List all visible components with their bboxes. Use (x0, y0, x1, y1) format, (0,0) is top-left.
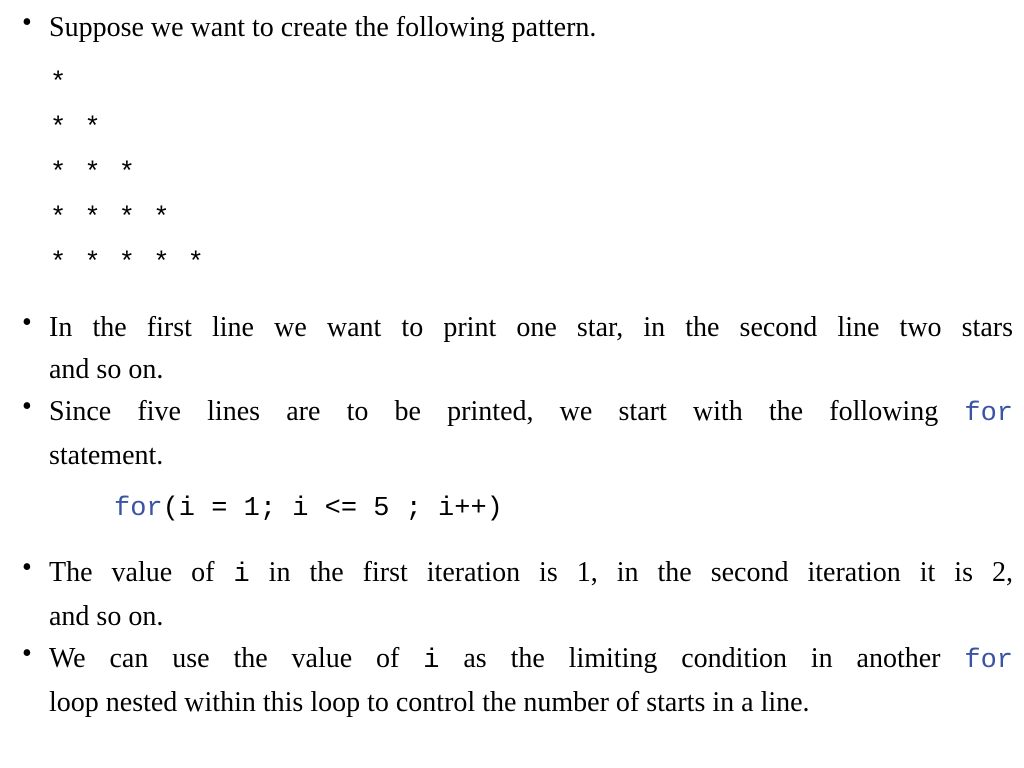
bullet-5-line-1-pre: We can use the value of (49, 643, 424, 674)
bullet-3-text (49, 391, 1013, 477)
inline-code-i: i (233, 560, 250, 590)
for-keyword: for (964, 399, 1013, 429)
bullet-dot: • (22, 552, 32, 583)
bullet-4-line-2: and so on. (49, 601, 164, 632)
bullet-1-line: Suppose we want to create the following pattern. (49, 12, 597, 43)
bullet-dot: • (22, 307, 32, 338)
code-line (114, 494, 503, 524)
star-pattern (50, 62, 205, 287)
star-row-1: * (50, 69, 68, 99)
bullet-2-line-1: In the first line we want to print one star, in the second line two stars (49, 312, 1013, 343)
bullet-5-text (49, 638, 1013, 724)
bullet-4-line-1 (49, 552, 1013, 596)
bullet-4-line-1-pre: The value of (49, 557, 234, 588)
bullet-5-line-1-post: as the limiting condition in another (439, 643, 965, 674)
for-keyword: for (114, 494, 163, 524)
bullet-dot: • (22, 7, 32, 38)
bullet-4-line-1-post: in the first iteration is 1, in the second iteration it is 2, (249, 557, 1013, 588)
star-row-2: * * (50, 114, 102, 144)
bullet-dot: • (22, 638, 32, 669)
star-row-4: * * * * (50, 204, 171, 234)
inline-code-i: i (423, 646, 440, 676)
code-rest: (i = 1; i <= 5 ; i++) (162, 494, 503, 524)
bullet-1-text (49, 7, 1013, 49)
star-row-3: * * * (50, 159, 137, 189)
bullet-4-text (49, 552, 1013, 638)
bullet-3-line-1 (49, 391, 1013, 435)
bullet-dot: • (22, 391, 32, 422)
bullet-2-line-2: and so on. (49, 354, 164, 385)
bullet-5-line-2: loop nested within this loop to control the number of starts in a line. (49, 687, 810, 718)
for-keyword: for (964, 646, 1013, 676)
bullet-2-text (49, 307, 1013, 391)
bullet-3-line-1-text: Since five lines are to be printed, we start with the following (49, 396, 965, 427)
bullet-3-line-2: statement. (49, 440, 164, 471)
bullet-5-line-1 (49, 638, 1013, 682)
star-row-5: * * * * * (50, 249, 205, 279)
